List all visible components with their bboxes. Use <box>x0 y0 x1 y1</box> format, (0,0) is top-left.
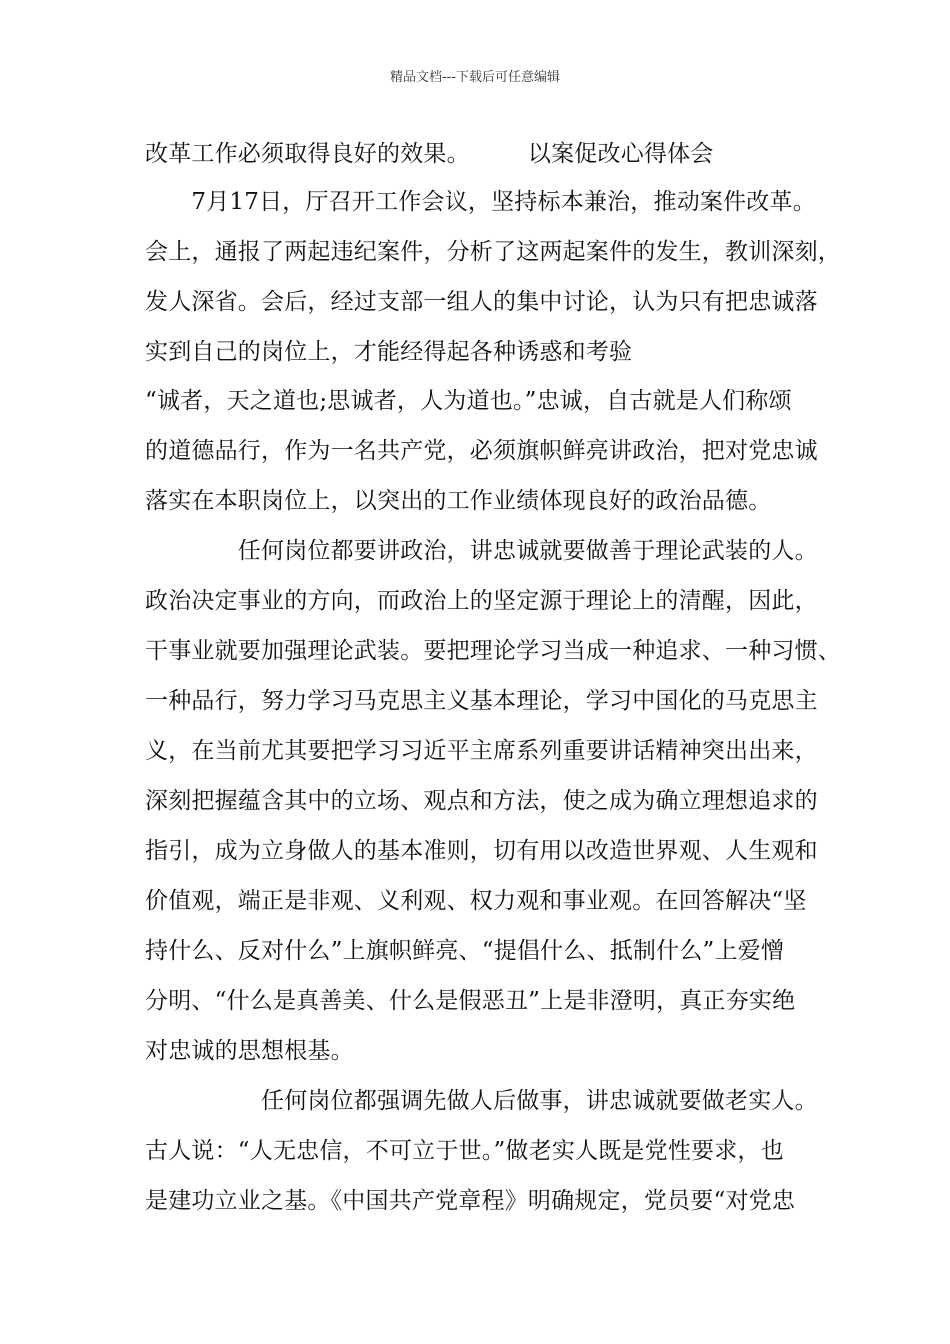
text-line: 指引，成为立身做人的基本准则，切有用以改造世界观、人生观和 <box>145 838 818 864</box>
text-line: 持什么、反对什么”上旗帜鲜亮、“提倡什么、抵制什么”上爱憎 <box>145 938 785 964</box>
text-line: 干事业就要加强理论武装。要把理论学习当成一种追求、一种习惯、 <box>145 638 841 664</box>
text-line: 一种品行，努力学习马克思主义基本理论，学习中国化的马克思主 <box>145 688 818 714</box>
document-header: 精品文档---下载后可任意编辑 <box>389 70 561 85</box>
text-line: 分明、“什么是真善美、什么是假恶丑”上是非澄明，真正夯实绝 <box>145 988 796 1014</box>
text-line: 是建功立业之基。《中国共产党章程》明确规定，党员要“对党忠 <box>145 1188 796 1214</box>
text-line: 义，在当前尤其要把学习习近平主席系列重要讲话精神突出出来， <box>145 738 818 764</box>
text-line: 价值观，端正是非观、义利观、权力观和事业观。在回答解决“坚 <box>145 888 807 914</box>
text-line: 发人深省。会后，经过支部一组人的集中讨论，认为只有把忠诚落 <box>145 289 818 315</box>
text-line: 任何岗位都要讲政治，讲忠诚就要做善于理论武装的人。 <box>145 538 818 564</box>
text-line: 的道德品行，作为一名共产党，必须旗帜鲜亮讲政治，把对党忠诚 <box>145 438 818 464</box>
text-line: 会上，通报了两起违纪案件，分析了这两起案件的发生，教训深刻， <box>145 239 841 265</box>
text-line: “诚者，天之道也;思诚者，人为道也。”忠诚，自古就是人们称颂 <box>145 388 792 414</box>
text-line: 实到自己的岗位上，才能经得起各种诱惑和考验 <box>145 339 633 365</box>
text-line: 政治决定事业的方向，而政治上的坚定源于理论上的清醒，因此， <box>145 588 818 614</box>
text-line: 对忠诚的思想根基。 <box>145 1038 354 1064</box>
text-line: 改革工作必须取得良好的效果。 以案促改心得体会 <box>145 141 714 167</box>
text-line: 深刻把握蕴含其中的立场、观点和方法，使之成为确立理想追求的 <box>145 788 818 814</box>
text-line: 任何岗位都强调先做人后做事，讲忠诚就要做老实人。 <box>145 1088 818 1114</box>
text-line: 落实在本职岗位上，以突出的工作业绩体现良好的政治品德。 <box>145 488 772 514</box>
text-line: 7月17日，厅召开工作会议，坚持标本兼治，推动案件改革。 <box>145 189 816 215</box>
text-line: 古人说：“人无忠信，不可立于世。”做老实人既是党性要求，也 <box>145 1138 784 1164</box>
